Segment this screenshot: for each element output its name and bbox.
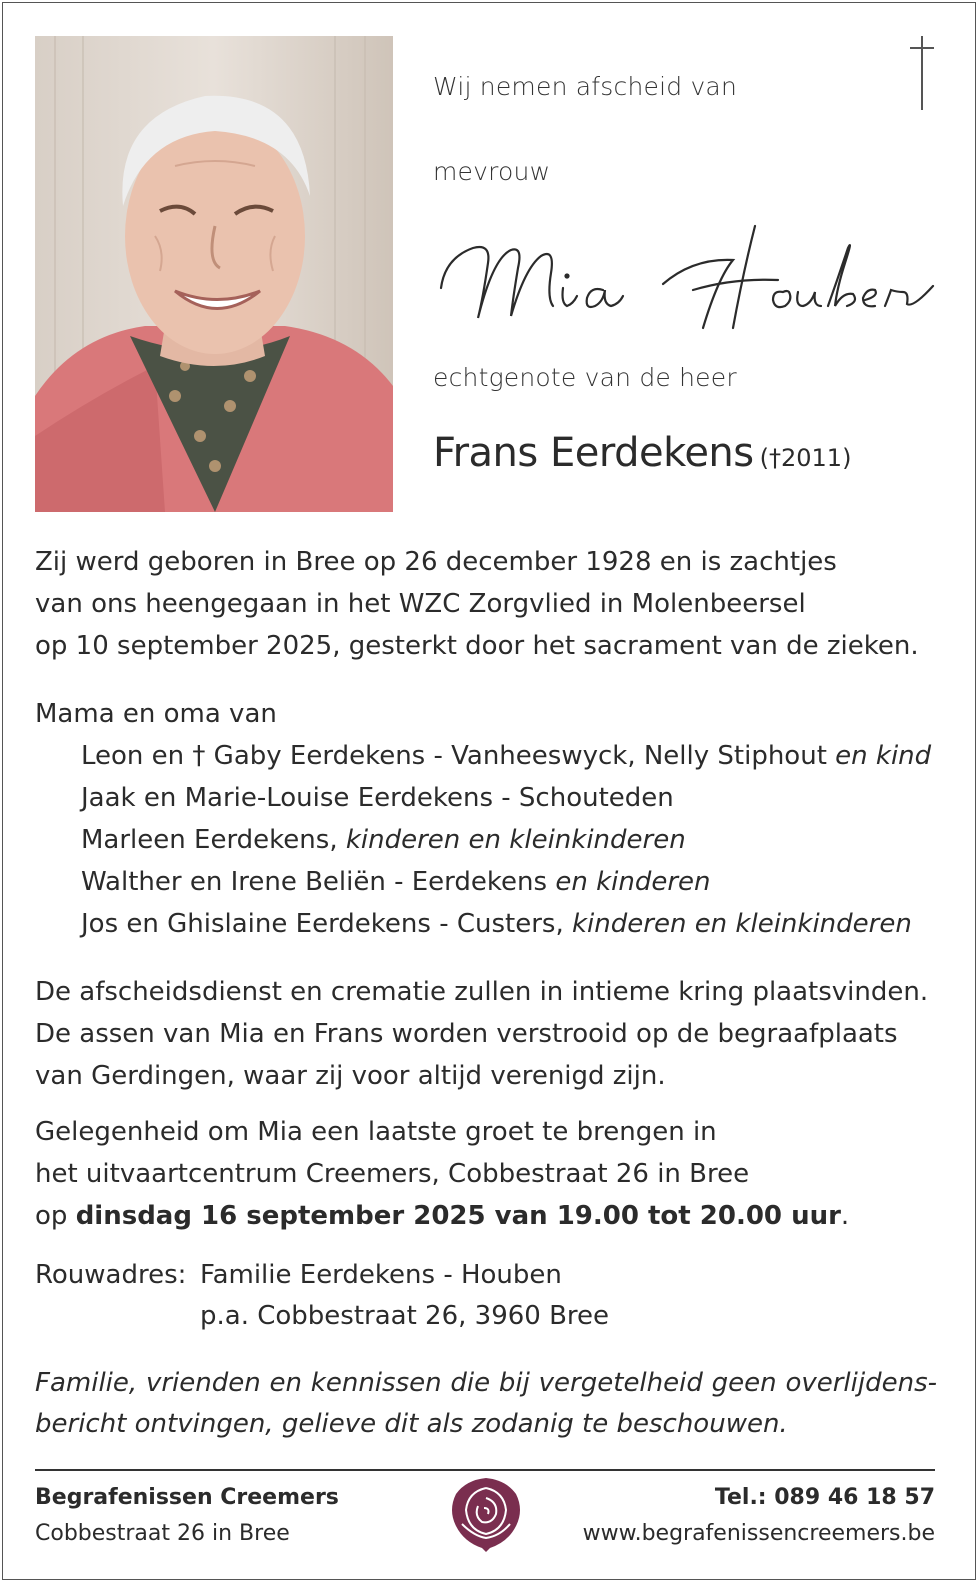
spouse-name: Frans Eerdekens	[433, 430, 754, 476]
visitation-line: Gelegenheid om Mia een laatste groet te brengen in	[35, 1117, 717, 1147]
family-list	[35, 693, 935, 945]
honorific: mevrouw	[433, 157, 551, 186]
visitation-suffix: .	[840, 1201, 850, 1231]
cross-icon	[908, 36, 936, 110]
member-name: Jaak en Marie-Louise Eerdekens - Schouteden	[81, 783, 674, 813]
birth-line: op 10 september 2025, gesterkt door het sacrament van de zieken.	[35, 631, 919, 661]
visitation-date-line	[35, 1195, 935, 1237]
spouse-death-year: (†2011)	[759, 444, 852, 472]
closing-note	[35, 1363, 937, 1445]
family-member	[35, 903, 935, 945]
relation-text: echtgenote van de heer	[433, 363, 737, 392]
website-link[interactable]: www.begrafenissencreemers.be	[582, 1521, 935, 1546]
funeral-home-contact	[583, 1480, 935, 1552]
visitation-line: het uitvaartcentrum Creemers, Cobbestraat 26 in Bree	[35, 1159, 750, 1189]
ceremony-line: De assen van Mia en Frans worden verstrooid op de begraafplaats	[35, 1019, 898, 1049]
family-member	[35, 819, 935, 861]
member-name: Walther en Irene Beliën - Eerdekens	[81, 867, 556, 897]
birth-line: van ons heengegaan in het WZC Zorgvlied in Molenbeersel	[35, 589, 806, 619]
visitation-prefix: op	[35, 1201, 76, 1231]
mourning-address-line: p.a. Cobbestraat 26, 3960 Bree	[200, 1301, 610, 1331]
deceased-name-signature	[433, 218, 943, 340]
member-suffix: en kinderen	[555, 867, 711, 897]
funeral-home-info	[35, 1480, 339, 1552]
visitation-datetime: dinsdag 16 september 2025 van 19.00 tot 20.00 uur	[75, 1201, 841, 1231]
rose-logo-icon	[446, 1474, 526, 1554]
ceremony-line: van Gerdingen, waar zij voor altijd verenigd zijn.	[35, 1061, 666, 1091]
member-suffix: kinderen en kleinkinderen	[345, 825, 686, 855]
family-member	[35, 777, 935, 819]
spouse	[433, 430, 851, 476]
birth-line: Zij werd geboren in Bree op 26 december 1928 en is zachtjes	[35, 547, 837, 577]
phone-number: Tel.: 089 46 18 57	[714, 1485, 935, 1510]
mourning-address-value	[200, 1255, 609, 1337]
closing-line: Familie, vrienden en kennissen die bij vergetelheid geen overlijdens-	[35, 1368, 937, 1398]
intro-text: Wij nemen afscheid van	[433, 72, 737, 101]
ceremony-line: De afscheidsdienst en crematie zullen in intieme kring plaatsvinden.	[35, 977, 929, 1007]
member-name: Leon en † Gaby Eerdekens - Vanheeswyck, Nelly Stiphout	[81, 741, 836, 771]
mourning-address-line: Familie Eerdekens - Houben	[200, 1260, 562, 1290]
member-suffix: en kind	[835, 741, 932, 771]
birth-paragraph	[35, 541, 935, 667]
family-member	[35, 735, 935, 777]
visitation-paragraph	[35, 1111, 935, 1237]
member-name: Marleen Eerdekens,	[81, 825, 346, 855]
funeral-home-address: Cobbestraat 26 in Bree	[35, 1521, 290, 1546]
footer-divider	[35, 1469, 935, 1471]
closing-line: bericht ontvingen, gelieve dit als zodanig te beschouwen.	[35, 1409, 788, 1439]
funeral-home-name: Begrafenissen Creemers	[35, 1485, 339, 1510]
ceremony-paragraph	[35, 971, 935, 1097]
member-name: Jos en Ghislaine Eerdekens - Custers,	[81, 909, 572, 939]
mourning-address-label: Rouwadres:	[35, 1260, 187, 1290]
member-suffix: kinderen en kleinkinderen	[572, 909, 912, 939]
family-heading: Mama en oma van	[35, 699, 277, 729]
family-member	[35, 861, 935, 903]
portrait-photo	[35, 36, 393, 512]
